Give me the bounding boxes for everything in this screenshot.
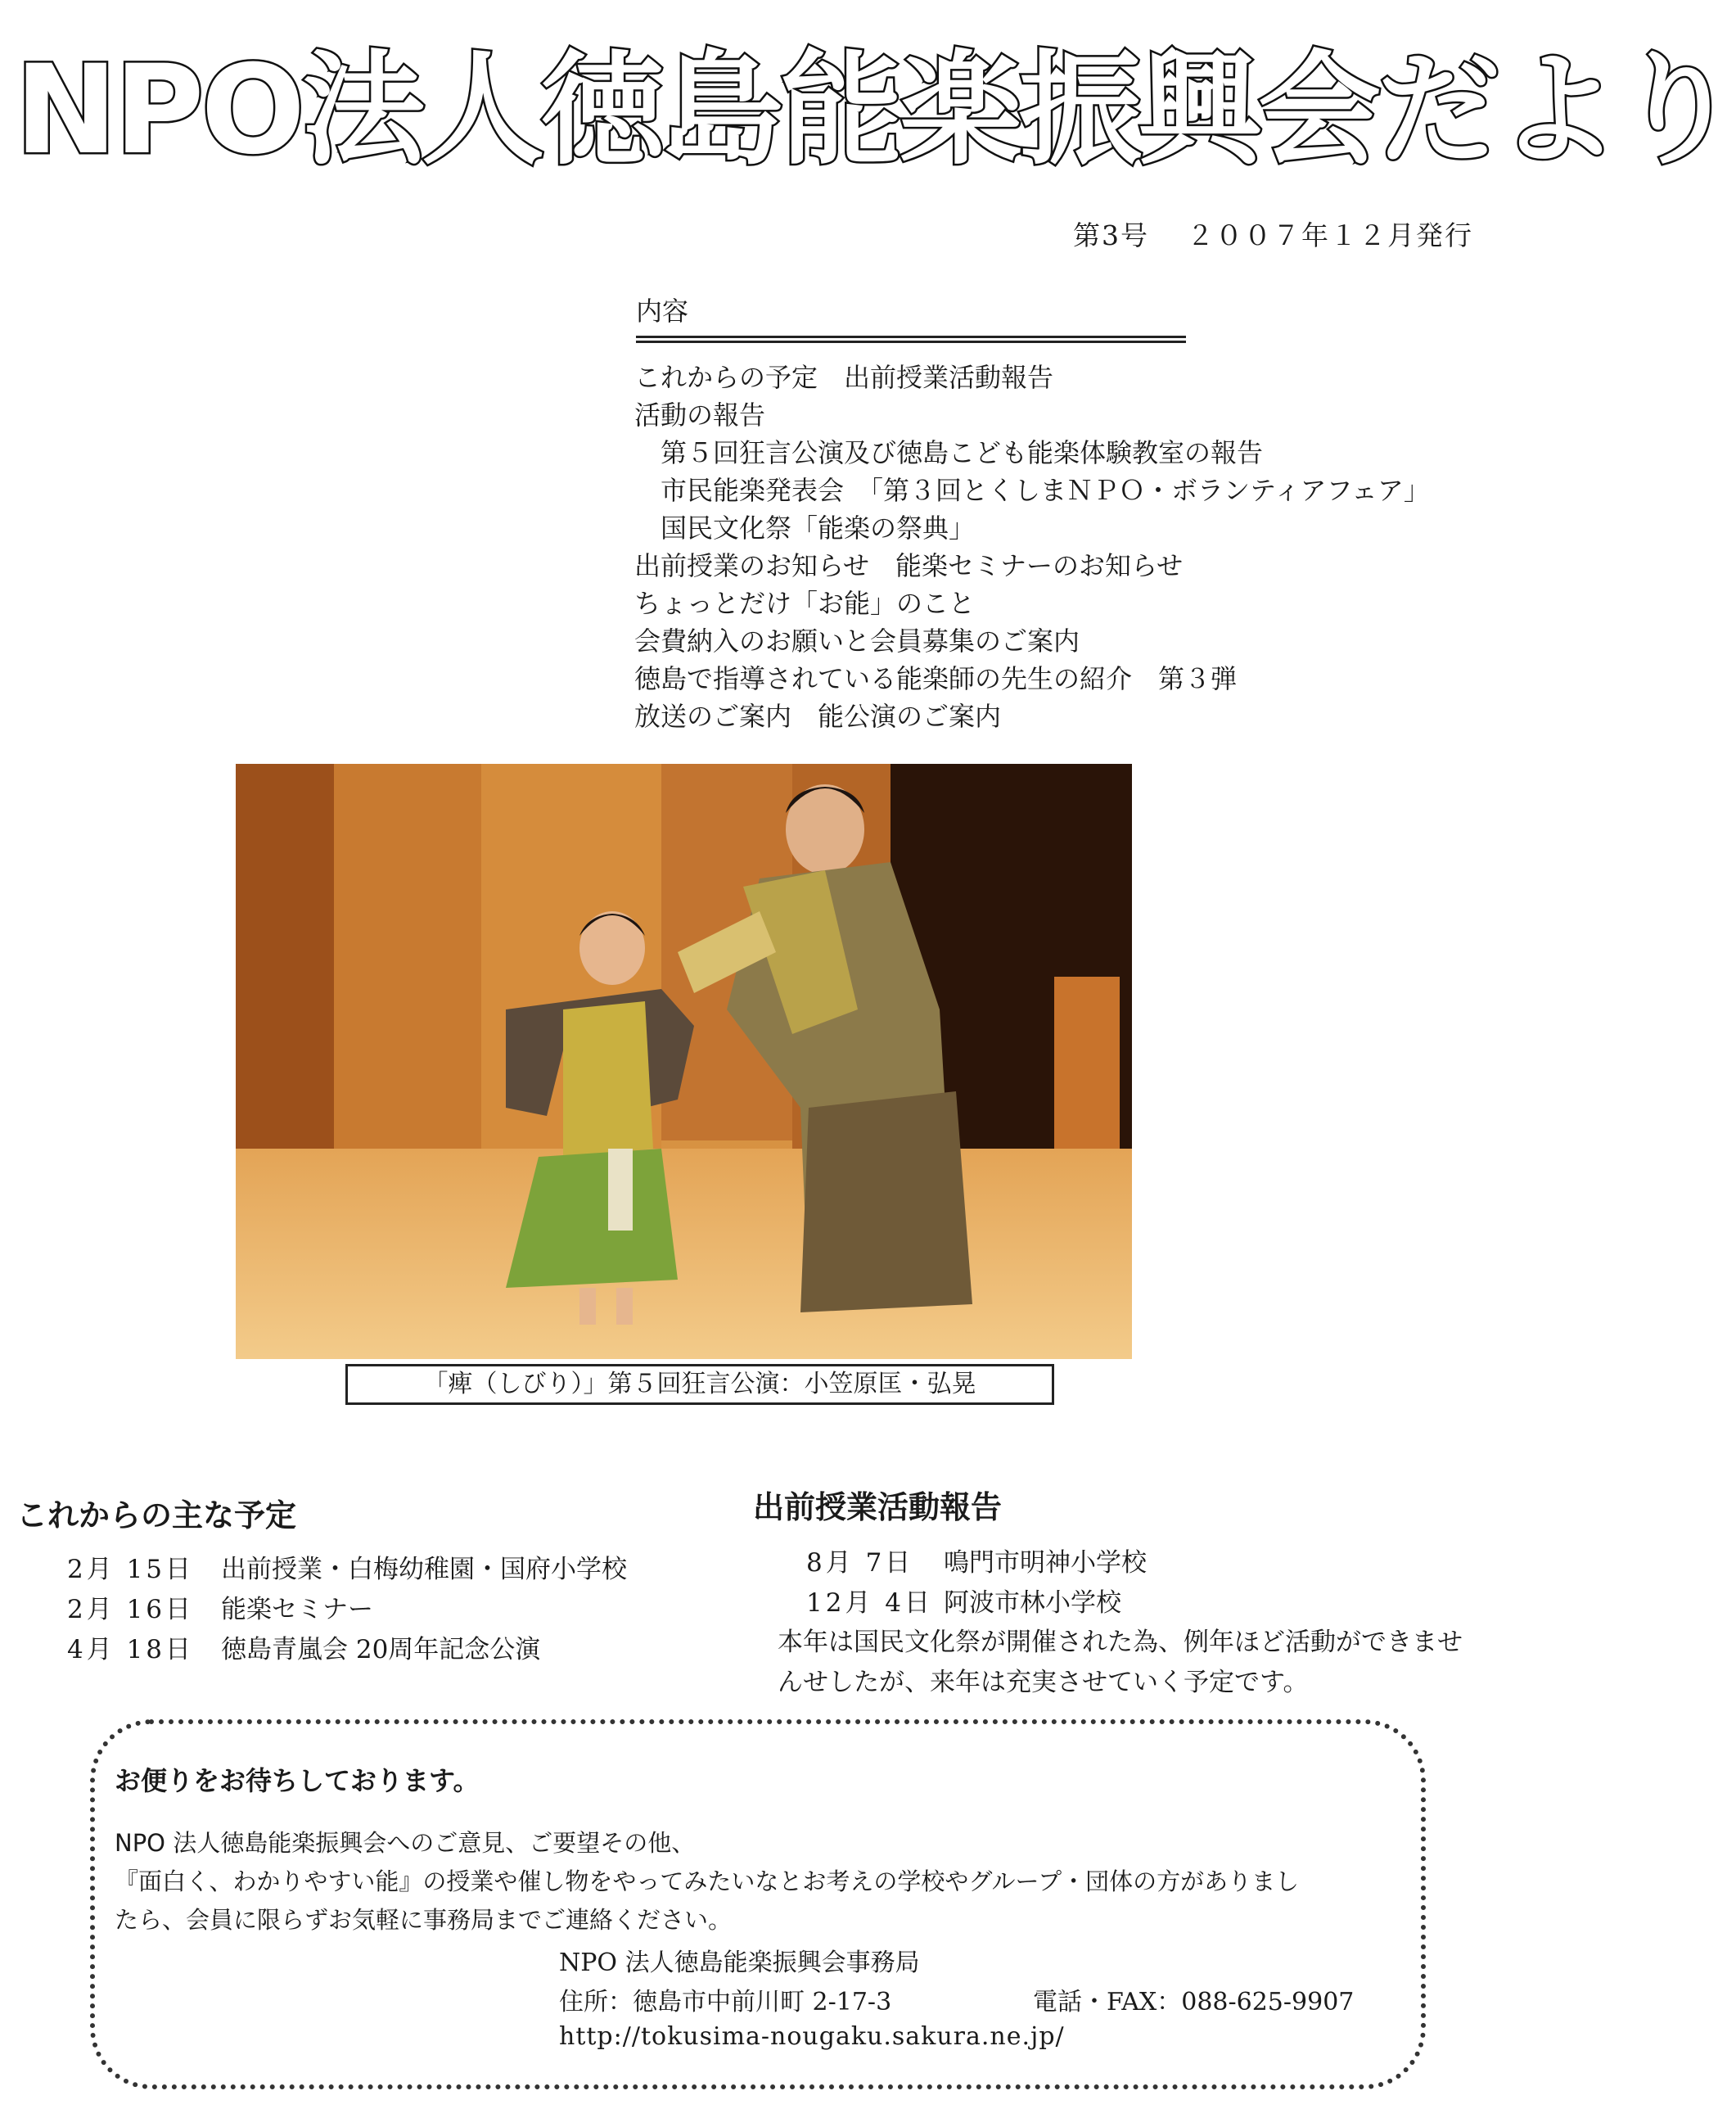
contents-list [634,359,1430,735]
report-item [806,1543,1147,1583]
photo-illustration [236,764,1132,1359]
photo-caption: 「痺（しびり）」第５回狂言公演：小笠原匡・弘晃 [345,1364,1054,1405]
schedule-item [67,1550,627,1590]
report-school: 阿波市林小学校 [944,1588,1121,1618]
report-school: 鳴門市明神小学校 [944,1548,1147,1578]
contact-phone-fax: 電話・FAX：088-625-9907 [1033,1988,1355,2016]
schedule-text: 出前授業・白梅幼稚園・国府小学校 [221,1555,627,1584]
issue-number: 第3号 [1073,219,1149,251]
contents-subitem: 第５回狂言公演及び徳島こども能楽体験教室の報告 [661,437,1264,468]
contact-organization: NPO 法人徳島能楽振興会事務局 [559,1949,920,1977]
schedule-item [67,1630,627,1670]
contact-line: 『面白く、わかりやすい能』の授業や催し物をやってみたいなとお考えの学校やグループ・団体の方がありまし [115,1867,1300,1895]
schedule-date: 4月 18日 [67,1635,195,1664]
kyogen-performance-photo [236,764,1132,1359]
contents-subitem: 市民能楽発表会 「第３回とくしまＮＰＯ・ボランティアフェア」 [661,475,1430,506]
contact-line: たら、会員に限らずお気軽に事務局までご連絡ください。 [115,1906,733,1934]
contents-heading: 内容 [636,296,689,327]
contents-item: 徳島で指導されている能楽師の先生の紹介 第３弾 [634,663,1238,694]
report-note: 本年は国民文化祭が開催された為、例年ほど活動ができませんせしたが、来年は充実させていく予定です。 [778,1628,1463,1697]
website-link[interactable]: http://tokusima-nougaku.sakura.ne.jp/ [559,2022,1065,2051]
report-date: 12月 4日 [806,1588,934,1618]
report-list [806,1543,1147,1623]
contact-line: NPO 法人徳島能楽振興会へのご意見、ご要望その他、 [115,1829,696,1857]
contact-message [115,1824,1408,1940]
schedule-date: 2月 16日 [67,1595,195,1624]
newsletter-title: NPO法人徳島能楽振興会だより [15,39,1736,182]
report-date: 8月 7日 [806,1548,914,1578]
contents-subitem: 国民文化祭「能楽の祭典」 [661,513,976,544]
schedule-item [67,1590,627,1630]
report-heading: 出前授業活動報告 [753,1489,1003,1525]
report-item [806,1583,1147,1623]
contents-item: 放送のご案内 能公演のご案内 [634,701,1002,732]
contents-item: 活動の報告 [634,400,766,431]
contents-item: 出前授業のお知らせ 能楽セミナーのお知らせ [634,550,1184,581]
schedule-heading: これからの主な予定 [16,1497,297,1533]
contents-item: ちょっとだけ「お能」のこと [634,588,976,619]
schedule-text: 徳島青嵐会 20周年記念公演 [221,1635,541,1664]
issue-date: ２００７年１２月発行 [1187,219,1473,251]
contents-item: これからの予定 出前授業活動報告 [634,362,1054,393]
contents-divider [636,336,1186,343]
schedule-text: 能楽セミナー [221,1595,373,1624]
contact-heading: お便りをお待ちしております。 [115,1765,480,1796]
schedule-list [67,1550,627,1670]
contact-address: 住所：徳島市中前川町 2-17-3 [559,1988,892,2016]
contents-item: 会費納入のお願いと会員募集のご案内 [634,625,1080,657]
issue-info [1073,215,1473,253]
schedule-date: 2月 15日 [67,1555,195,1584]
